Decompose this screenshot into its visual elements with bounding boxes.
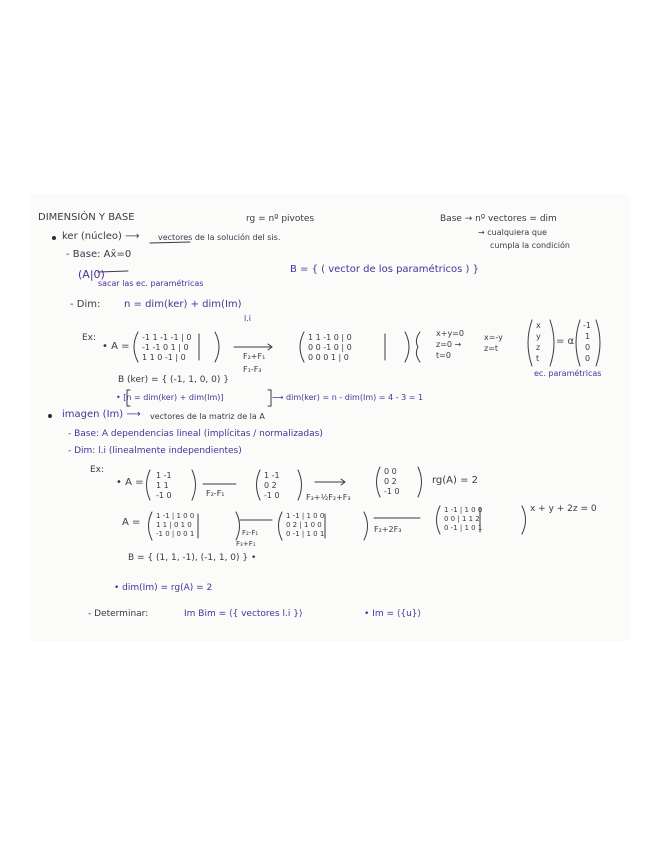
ker-ex-label: Ex: bbox=[82, 333, 97, 343]
ker-system-row3: t=0 bbox=[436, 351, 451, 360]
im-matrix3-row2: 0 2 bbox=[384, 477, 397, 486]
im-matrix2-row1: 1 -1 bbox=[264, 471, 280, 480]
ker-op1: F₂+F₁ bbox=[243, 352, 266, 361]
ker-matrix2-row3: 0 0 0 1 | 0 bbox=[308, 353, 349, 362]
im-aug1-row2: 1 1 | 0 1 0 bbox=[156, 521, 192, 529]
im-matrix3-row3: -1 0 bbox=[384, 487, 400, 496]
im-a-label: • A = bbox=[116, 477, 144, 488]
ker-matrix1-row1: -1 1 -1 -1 | 0 bbox=[142, 333, 192, 342]
im-b-result: B = { (1, 1, -1), (-1, 1, 0) } • bbox=[128, 553, 257, 563]
ker-param-note: sacar las ec. paramétricas bbox=[98, 279, 204, 288]
ker-heading: ker (núcleo) ⟶ bbox=[62, 231, 140, 242]
im-aug3-row2: 0 0 | 1 1 2 bbox=[444, 515, 480, 523]
ker-dim-box: • [n = dim(ker) + dim(Im)] bbox=[116, 393, 224, 402]
ker-param-label: ec. paramétricas bbox=[534, 369, 602, 378]
ker-vector-z: z bbox=[536, 343, 541, 352]
im-aug-op3: F₂+2F₃ bbox=[374, 525, 402, 534]
ker-solution-row1: x=-y bbox=[484, 333, 503, 342]
im-aug2-row1: 1 -1 | 1 0 0 bbox=[286, 512, 325, 520]
rank-note: rg = nº pivotes bbox=[246, 214, 315, 224]
im-aug3-row3: 0 -1 | 1 0 1 bbox=[444, 524, 483, 532]
im-aug2-row3: 0 -1 | 1 0 1 bbox=[286, 530, 325, 538]
im-matrix1-row2: 1 1 bbox=[156, 481, 169, 490]
ker-result-3: 0 bbox=[585, 343, 591, 352]
ker-system-row1: x+y=0 bbox=[436, 329, 464, 338]
ker-b-result: B (ker) = { (-1, 1, 0, 0) } bbox=[118, 375, 229, 385]
im-heading: imagen (Im) ⟶ bbox=[62, 409, 141, 420]
page-title: DIMENSIÓN Y BASE bbox=[38, 212, 135, 223]
ker-dim-formula: n = dim(ker) + dim(Im) bbox=[124, 299, 242, 310]
ker-augmented: (A|0) bbox=[78, 268, 105, 281]
ker-heading-note: vectores de la solución del sis. bbox=[158, 233, 281, 242]
im-aug1-row1: 1 -1 | 1 0 0 bbox=[156, 512, 195, 520]
ker-matrix1-row2: -1 -1 0 1 | 0 bbox=[142, 343, 189, 352]
base-note-line3: cumpla la condición bbox=[490, 241, 570, 250]
determine-label: - Determinar: bbox=[88, 609, 149, 619]
im-aug1-row3: -1 0 | 0 0 1 bbox=[156, 530, 195, 538]
im-matrix1-row3: -1 0 bbox=[156, 491, 172, 500]
im-matrix3-row1: 0 0 bbox=[384, 467, 397, 476]
base-note-line1: Base → nº vectores = dim bbox=[440, 214, 557, 224]
ker-vector-t: t bbox=[536, 354, 540, 363]
im-aug3-row1: 1 -1 | 1 0 0 bbox=[444, 506, 483, 514]
im-aug-op2: F₃+F₁ bbox=[236, 540, 256, 548]
ker-li-mark: l.i bbox=[244, 314, 251, 323]
im-aug2-row2: 0 2 | 1 0 0 bbox=[286, 521, 322, 529]
im-matrix2-row3: -1 0 bbox=[264, 491, 280, 500]
im-bullet bbox=[48, 414, 52, 418]
ker-base-label: - Base: Ax̄=0 bbox=[66, 249, 132, 260]
ker-solution-row2: z=t bbox=[484, 344, 499, 353]
im-matrix2-row2: 0 2 bbox=[264, 481, 277, 490]
im-a2-label: A = bbox=[122, 517, 141, 528]
ker-vector-y: y bbox=[536, 332, 541, 341]
base-note-line2: → cualquiera que bbox=[478, 228, 547, 237]
im-equation: x + y + 2z = 0 bbox=[530, 504, 597, 514]
ker-b-set: B = { ( vector de los paramétricos ) } bbox=[290, 264, 479, 275]
im-aug-op1: F₂-F₁ bbox=[242, 529, 259, 537]
ker-matrix1-row3: 1 1 0 -1 | 0 bbox=[142, 353, 186, 362]
ker-matrix2-row2: 0 0 -1 0 | 0 bbox=[308, 343, 352, 352]
im-matrix1-row1: 1 -1 bbox=[156, 471, 172, 480]
ker-a-label: • A = bbox=[102, 341, 130, 352]
ker-dim-label: - Dim: bbox=[70, 299, 101, 310]
ker-op2: F₁-F₃ bbox=[243, 365, 262, 374]
ker-system-row2: z=0 → bbox=[436, 340, 462, 349]
ker-result-2: 1 bbox=[585, 332, 591, 341]
im-dim: - Dim: l.i (linealmente independientes) bbox=[68, 446, 242, 456]
im-op1: F₂-F₁ bbox=[206, 489, 225, 498]
im-heading-note: vectores de la matriz de la A bbox=[150, 412, 265, 421]
ker-equals-alpha: = α bbox=[556, 336, 575, 347]
im-rank: rg(A) = 2 bbox=[432, 475, 479, 486]
ker-result-4: 0 bbox=[585, 354, 591, 363]
ker-bullet bbox=[52, 236, 56, 240]
ker-result-1: -1 bbox=[583, 321, 591, 330]
im-dim-result: • dim(Im) = rg(A) = 2 bbox=[114, 583, 213, 593]
determine-text: Im Bim = ⟨{ vectores l.i }⟩ bbox=[184, 609, 303, 619]
ker-matrix2-row1: 1 1 -1 0 | 0 bbox=[308, 333, 352, 342]
determine-text2: • Im = ⟨{u}⟩ bbox=[364, 609, 422, 619]
ker-vector-x: x bbox=[536, 321, 541, 330]
ker-dim-calc: ⟶ dim(ker) = n - dim(Im) = 4 - 3 = 1 bbox=[272, 393, 424, 402]
im-ex-label: Ex: bbox=[90, 465, 105, 475]
im-op2: F₃+½F₂+F₃ bbox=[306, 493, 351, 502]
im-base: - Base: A dependencias lineal (implícitas / normalizadas) bbox=[68, 429, 323, 439]
